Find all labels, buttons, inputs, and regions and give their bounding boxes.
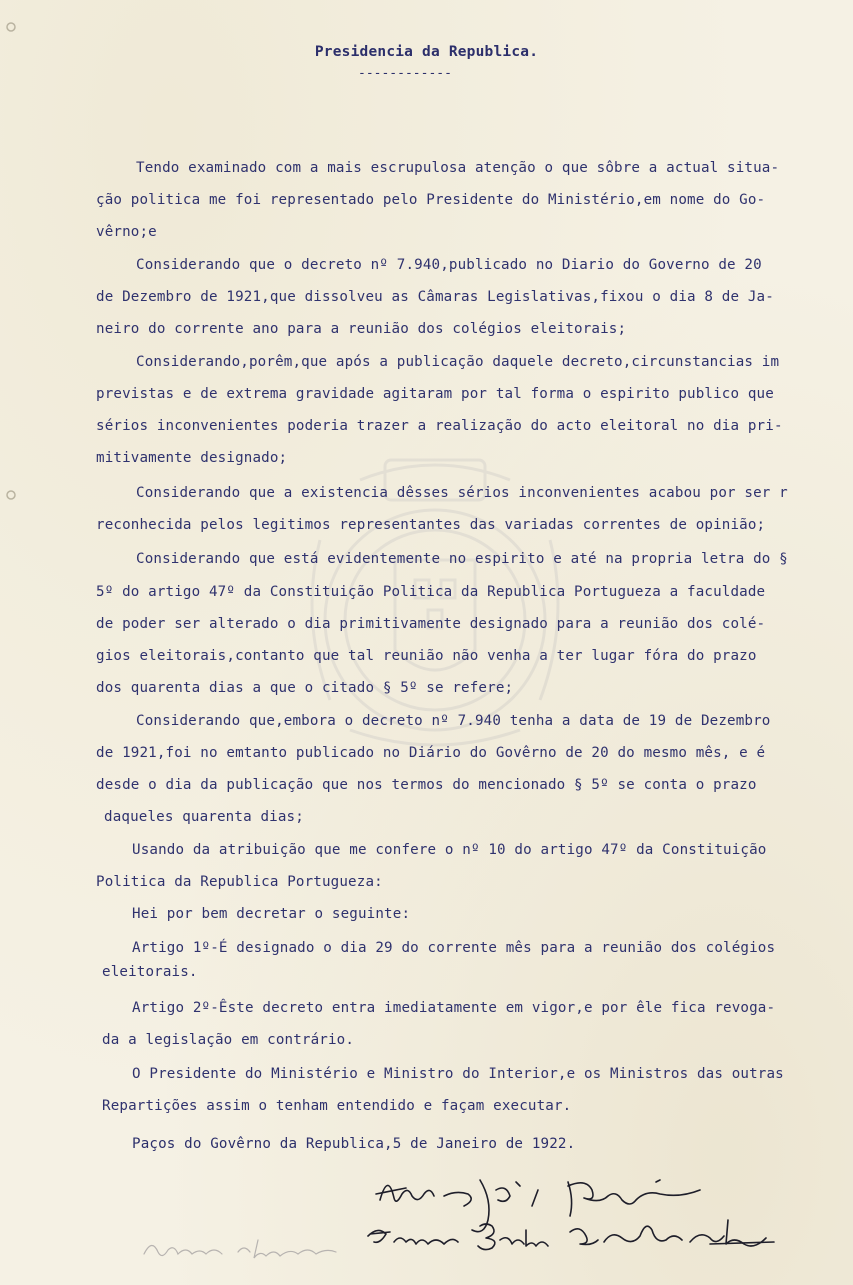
body-line: de Dezembro de 1921,que dissolveu as Câmaras Legislativas,fixou o dia 8 de Ja- (96, 289, 774, 305)
body-line: eleitorais. (102, 964, 198, 980)
body-line: sérios inconvenientes poderia trazer a realização do acto eleitoral no dia pri- (96, 418, 783, 434)
body-line: desde o dia da publicação que nos termos do mencionado § 5º se conta o prazo (96, 777, 757, 793)
body-line: de poder ser alterado o dia primitivamente designado para a reunião dos colé- (96, 616, 766, 632)
body-line: Repartições assim o tenham entendido e façam executar. (102, 1098, 572, 1114)
body-line: Usando da atribuição que me confere o nº 10 do artigo 47º da Constituição (132, 842, 767, 858)
body-line: Artigo 1º-É designado o dia 29 do corrente mês para a reunião dos colégios (132, 940, 776, 956)
body-line: ção politica me foi representado pelo Presidente do Ministério,em nome do Go- (96, 192, 766, 208)
body-line: O Presidente do Ministério e Ministro do Interior,e os Ministros das outras (132, 1066, 784, 1082)
body-line: vêrno;e (96, 224, 157, 240)
place-and-date: Paços do Govêrno da Republica,5 de Janeiro de 1922. (132, 1136, 576, 1152)
binding-hole-icon (4, 488, 18, 502)
body-line: Considerando que o decreto nº 7.940,publicado no Diario do Governo de 20 (136, 257, 762, 273)
body-line: Tendo examinado com a mais escrupulosa atenção o que sôbre a actual situa- (136, 160, 780, 176)
body-line: previstas e de extrema gravidade agitaram por tal forma o espirito publico que (96, 386, 774, 402)
body-line: mitivamente designado; (96, 450, 288, 466)
body-line: Politica da Republica Portugueza: (96, 874, 383, 890)
body-line: dos quarenta dias a que o citado § 5º se refere; (96, 680, 514, 696)
body-line: Considerando que a existencia dêsses sérios inconvenientes acabou por ser r (136, 485, 788, 501)
body-line: Hei por bem decretar o seguinte: (132, 906, 411, 922)
document-heading: Presidencia da Republica. (314, 44, 539, 60)
body-line: daqueles quarenta dias; (104, 809, 304, 825)
body-line: Considerando que,embora o decreto nº 7.940 tenha a data de 19 de Dezembro (136, 713, 771, 729)
binding-hole-icon (4, 20, 18, 34)
body-line: gios eleitorais,contanto que tal reunião não venha a ter lugar fóra do prazo (96, 648, 757, 664)
body-line: 5º do artigo 47º da Constituição Politica da Republica Portugueza a faculdade (96, 584, 766, 600)
body-line: Considerando,porêm,que após a publicação daquele decreto,circunstancias im (136, 354, 780, 370)
heading-underline: ------------ (358, 66, 452, 81)
body-line: Considerando que está evidentemente no espirito e até na propria letra do § (136, 551, 788, 567)
body-line: neiro do corrente ano para a reunião dos colégios eleitorais; (96, 321, 627, 337)
pencil-annotation-icon (140, 1230, 360, 1270)
body-line: de 1921,foi no emtanto publicado no Diário do Govêrno de 20 do mesmo mês, e é (96, 745, 766, 761)
handwritten-signatures-icon (360, 1160, 780, 1270)
body-line: da a legislação em contrário. (102, 1032, 355, 1048)
body-line: Artigo 2º-Êste decreto entra imediatamente em vigor,e por êle fica revoga- (132, 1000, 776, 1016)
body-line: reconhecida pelos legitimos representantes das variadas correntes de opinião; (96, 517, 766, 533)
